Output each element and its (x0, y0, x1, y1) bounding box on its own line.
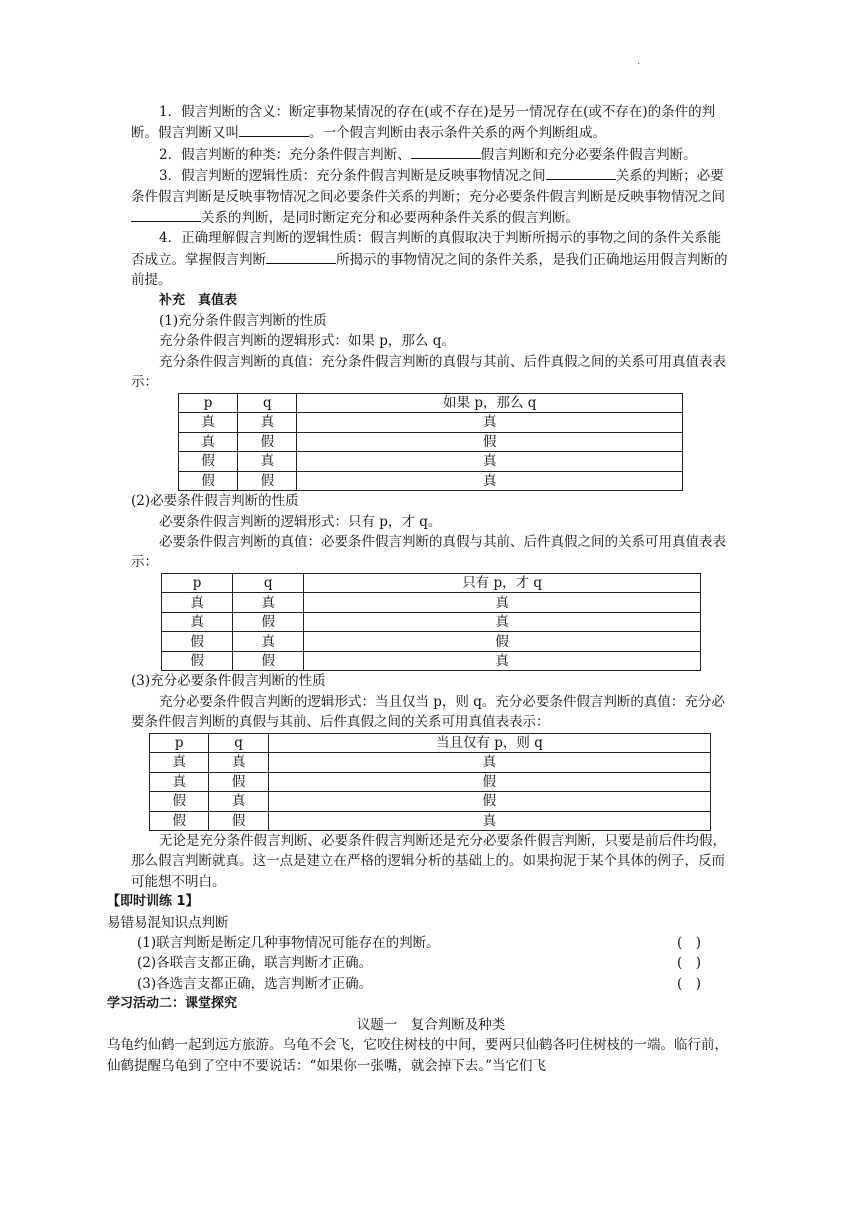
item-3: 3．假言判断的逻辑性质：充分条件假言判断是反映事物情况之间 关系的判断；必要条件假言判断是反映事物情况之间必要条件关系的判断；充分必要条件假言判断是反映事物情况之间关系的判断，是同时断定充分和必要两种条件关系的假言判断。 (131, 165, 731, 228)
answer-parentheses[interactable]: ( ) (676, 955, 701, 972)
judgment-item-2: (2)各联言支都正确，联言判断才正确。 ( ) (107, 953, 731, 973)
table-row: 真 假 真 (162, 612, 701, 632)
table-header (179, 393, 683, 413)
summary-paragraph: 无论是充分条件假言判断、必要条件假言判断还是充分必要条件假言判断，只要是前后件均假，那么假言判断就真。这一点是建立在严格的逻辑分析的基础上的。如果拘泥于某个具体的例子，反而可能想不明白。 (131, 833, 726, 890)
judgment-item-1: (1)联言判断是断定几种事物情况可能存在的判断。 ( ) (107, 933, 731, 953)
table-row: 真 假 假 (179, 432, 683, 452)
s1-desc: 充分条件假言判断的真值：充分条件假言判断的真假与其前、后件真假之间的关系可用真值表表示： (131, 353, 726, 391)
judgment-item-3: (3)各选言支都正确，选言判断才正确。 ( ) (107, 974, 731, 994)
table-row: 假 真 假 (150, 792, 711, 812)
document-body (107, 102, 731, 1076)
header-cell: p (150, 733, 209, 753)
item-1: 1．假言判断的含义：断定事物某情况的存在(或不存在)是另一情况存在(或不存在)的条件的判断。假言判断又叫 。一个假言判断由表示条件关系的两个判断组成。 (131, 104, 716, 142)
table-row: 假 真 假 (162, 632, 701, 652)
table-row: 假 假 真 (179, 471, 683, 491)
story-paragraph: 乌龟约仙鹤一起到远方旅游。乌龟不会飞，它咬住树枝的中间，要两只仙鹤各叼住树枝的一端。临行前，仙鹤提醒乌龟到了空中不要说话：“如果你一张嘴，就会掉下去。”当它们飞 (107, 1037, 728, 1074)
table-row: 假 真 真 (179, 452, 683, 472)
truth-table-sufficient-necessary (149, 733, 711, 832)
table-header (162, 573, 701, 593)
blank-5[interactable] (266, 249, 336, 264)
s2-desc: 必要条件假言判断的真值：必要条件假言判断的真假与其前、后件真假之间的关系可用真值表表示： (131, 534, 726, 571)
answer-parentheses[interactable]: ( ) (676, 975, 701, 992)
s3-desc: 充分必要条件假言判断的逻辑形式：当且仅当 p，则 q。充分必要条件假言判断的真值：充分必要条件假言判断的真假与其前、后件真假之间的关系可用真值表表示： (131, 693, 725, 731)
truth-table-sufficient (178, 393, 683, 492)
s1-title: (1)充分条件假言判断的性质 (159, 313, 327, 330)
table-row: 假 假 真 (150, 811, 711, 831)
item-2: 2．假言判断的种类：充分条件假言判断、 假言判断和充分必要条件假言判断。 (131, 144, 731, 165)
s2-title: (2)必要条件假言判断的性质 (131, 493, 299, 510)
topic-title: 议题一 复合判断及种类 (356, 1016, 506, 1033)
training-heading: 【即时训练 1】 (107, 894, 199, 910)
s3-title: (3)充分必要条件假言判断的性质 (131, 673, 326, 690)
header-cell: q (238, 393, 297, 413)
answer-parentheses[interactable]: ( ) (676, 935, 701, 952)
s2-form: 必要条件假言判断的逻辑形式：只有 p，才 q。 (159, 513, 442, 530)
training-subheading: 易错易混知识点判断 (107, 914, 229, 931)
header-cell: 如果 p，那么 q (297, 393, 683, 413)
blank-4[interactable] (131, 207, 201, 222)
blank-1[interactable] (239, 122, 309, 137)
header-cell: q (209, 733, 268, 753)
truth-table-necessary (161, 573, 701, 672)
item-4: 4．正确理解假言判断的逻辑性质：假言判断的真假取决于判断所揭示的事物之间的条件关系能否成立。掌握假言判断 所揭示的事物情况之间的条件关系，是我们正确地运用假言判断的前提。 (131, 230, 728, 289)
blank-2[interactable] (411, 144, 481, 159)
page-mark: . (637, 56, 641, 67)
blank-3[interactable] (546, 165, 616, 180)
supplement-heading: 补充 真值表 (159, 292, 238, 308)
table-row: 真 真 真 (162, 593, 701, 613)
table-header (150, 733, 711, 753)
s1-form: 充分条件假言判断的逻辑形式：如果 p，那么 q。 (159, 333, 455, 350)
header-cell: p (162, 573, 233, 593)
table-row: 真 真 真 (150, 753, 711, 773)
header-cell: q (233, 573, 304, 593)
table-row: 真 真 真 (179, 413, 683, 433)
activity-heading: 学习活动二：课堂探究 (107, 996, 238, 1012)
header-cell: 只有 p，才 q (304, 573, 701, 593)
header-cell: p (179, 393, 238, 413)
header-cell: 当且仅有 p，则 q (268, 733, 710, 753)
table-row: 真 假 假 (150, 772, 711, 792)
training-section (107, 892, 731, 1014)
table-row: 假 假 真 (162, 651, 701, 671)
